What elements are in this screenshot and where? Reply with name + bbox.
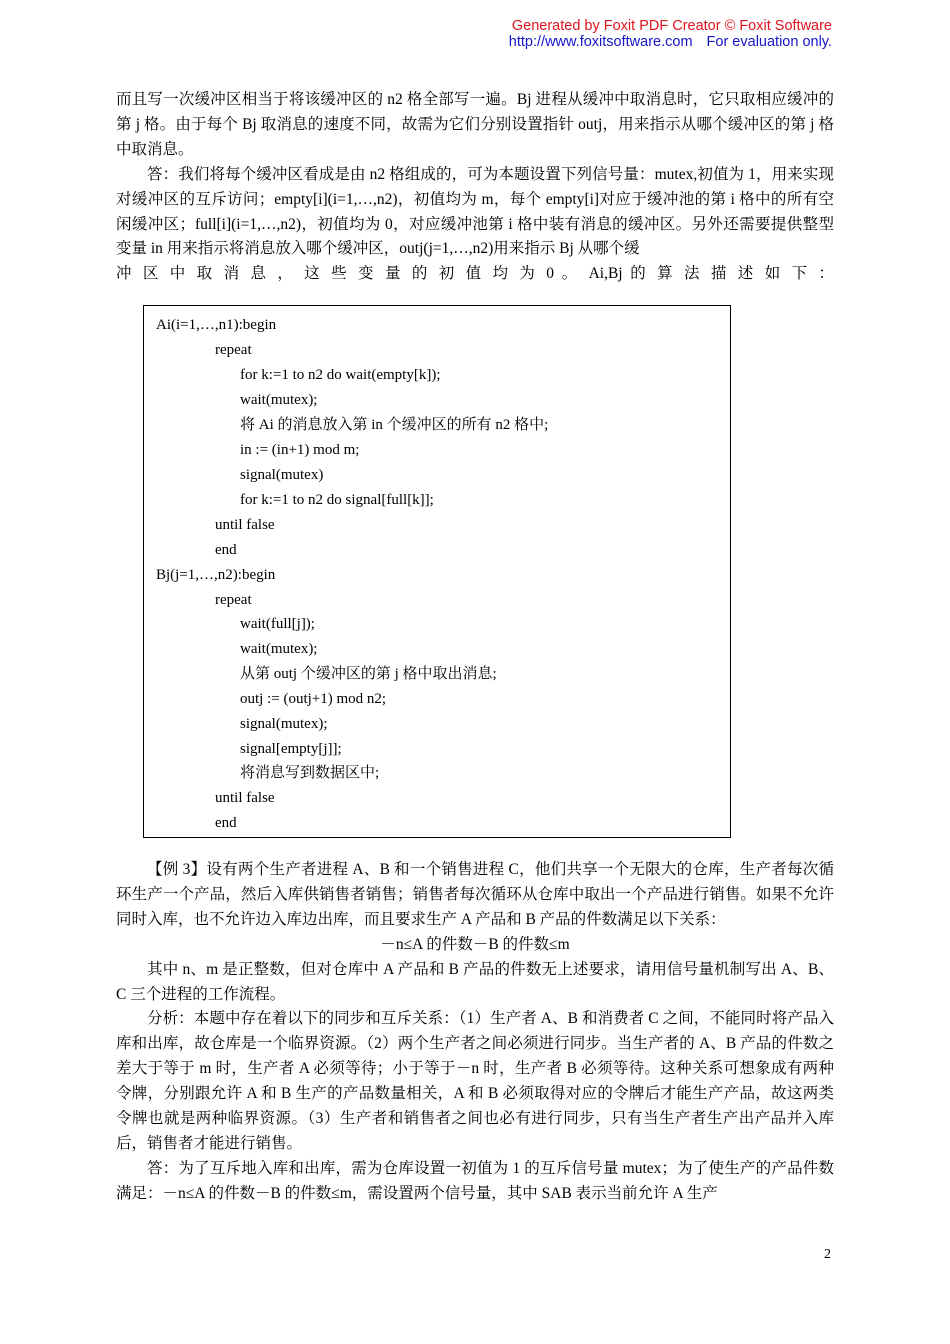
example-paragraph: 【例 3】设有两个生产者进程 A、B 和一个销售进程 C，他们共享一个无限大的仓库，生产者每次循环生产一个产品，然后入库供销售者销售；销售者每次循环从仓库中取出一个产品进行销售。如果不允许同时入库，也不允许边入库边出库，而且要求生产 A 产品和 B 产品的件数满足以下关系：	[116, 861, 834, 928]
watermark-line: Generated by Foxit PDF Creator © Foxit Software	[511, 18, 832, 34]
paragraph: 而且写一次缓冲区相当于将该缓冲区的 n2 格全部写一遍。Bj 进程从缓冲中取消息时，它只取相应缓冲的第 j 格。由于每个 Bj 取消息的速度不同，故需为它们分别设置指针 outj，用来指示从哪个缓冲区的第 j 格中取消息。	[116, 91, 834, 158]
code-line: repeat	[215, 342, 252, 358]
code-line: end	[215, 542, 237, 558]
paragraph: 其中 n、m 是正整数，但对仓库中 A 产品和 B 产品的件数无上述要求，请用信号量机制写出 A、B、C 三个进程的工作流程。	[116, 960, 834, 1003]
example-section	[116, 858, 834, 1207]
code-line: in := (in+1) mod m;	[240, 442, 360, 458]
code-line: signal(mutex)	[240, 467, 324, 483]
code-line: wait(mutex);	[240, 392, 318, 408]
code-line: for k:=1 to n2 do signal[full[k]];	[240, 492, 434, 508]
code-line: for k:=1 to n2 do wait(empty[k]);	[240, 367, 441, 383]
analysis-paragraph: 分析：本题中存在着以下的同步和互斥关系：（1）生产者 A、B 和消费者 C 之间，不能同时将产品入库和出库，故仓库是一个临界资源。（2）两个生产者之间必须进行同步。当生产者的 A、B 产品的件数之差大于等于 m 时，生产者 A 必须等待；小于等于－n 时，生产者 B 必须等待。这种关系可想象成有两种令牌，分别跟允许 A 和 B 生产的产品数量相关，A 和 B 必须取得对应的令牌后才能生产产品，故这两类令牌也就是两种临界资源。（3）生产者和销售者之间也必有进行同步，只有当生产者生产出产品并入库后，销售者才能进行销售。	[116, 1010, 834, 1152]
page-number: 2	[824, 1247, 831, 1262]
code-line: wait(mutex);	[240, 641, 318, 657]
watermark-url-line	[509, 34, 832, 50]
code-line: Bj(j=1,…,n2):begin	[156, 567, 276, 583]
answer-paragraph: 答：我们将每个缓冲区看成是由 n2 格组成的，可为本题设置下列信号量：mutex,初值为 1，用来实现对缓冲区的互斥访问；empty[i](i=1,…,n2)，初值均为 m，每个 empty[i]对应于缓冲池的第 i 格中的所有空闲缓冲区；full[i](i=1,…,n2)，初值均为 0，对应缓冲池第 i 格中装有消息的缓冲区。另外还需要提供整型变量 in 用来指示将消息放入哪个缓冲区，outj(j=1,…,n2)用来指示 Bj 从哪个缓	[116, 165, 834, 258]
intro-section	[116, 88, 834, 287]
watermark-url[interactable]: http://www.foxitsoftware.com	[508, 34, 693, 50]
code-line: 从第 outj 个缓冲区的第 j 格中取出消息;	[240, 666, 497, 682]
code-line: Ai(i=1,…,n1):begin	[156, 317, 277, 333]
code-line: until false	[215, 517, 275, 533]
code-box	[143, 305, 731, 838]
code-line: end	[215, 815, 237, 831]
answer-paragraph-last-line: 冲 区 中 取 消 息 ， 这 些 变 量 的 初 值 均 为 0 。 Ai,Bj 的 算 法 描 述 如 下 ：	[116, 265, 834, 283]
code-line: signal(mutex);	[240, 716, 328, 732]
code-line: 将 Ai 的消息放入第 in 个缓冲区的所有 n2 格中;	[240, 417, 549, 433]
formula: －n≤A 的件数－B 的件数≤m	[380, 935, 570, 953]
code-line: outj := (outj+1) mod n2;	[240, 691, 387, 707]
watermark-note: For evaluation only.	[706, 34, 832, 50]
code-line: until false	[215, 790, 275, 806]
code-line: signal[empty[j]];	[240, 741, 342, 757]
answer-paragraph: 答：为了互斥地入库和出库，需为仓库设置一初值为 1 的互斥信号量 mutex；为了使生产的产品件数满足：－n≤A 的件数－B 的件数≤m，需设置两个信号量，其中 SAB 表示当前允许 A 生产	[116, 1159, 834, 1202]
code-line: repeat	[215, 592, 252, 608]
code-line: 将消息写到数据区中;	[240, 765, 380, 781]
code-line: wait(full[j]);	[240, 616, 315, 632]
